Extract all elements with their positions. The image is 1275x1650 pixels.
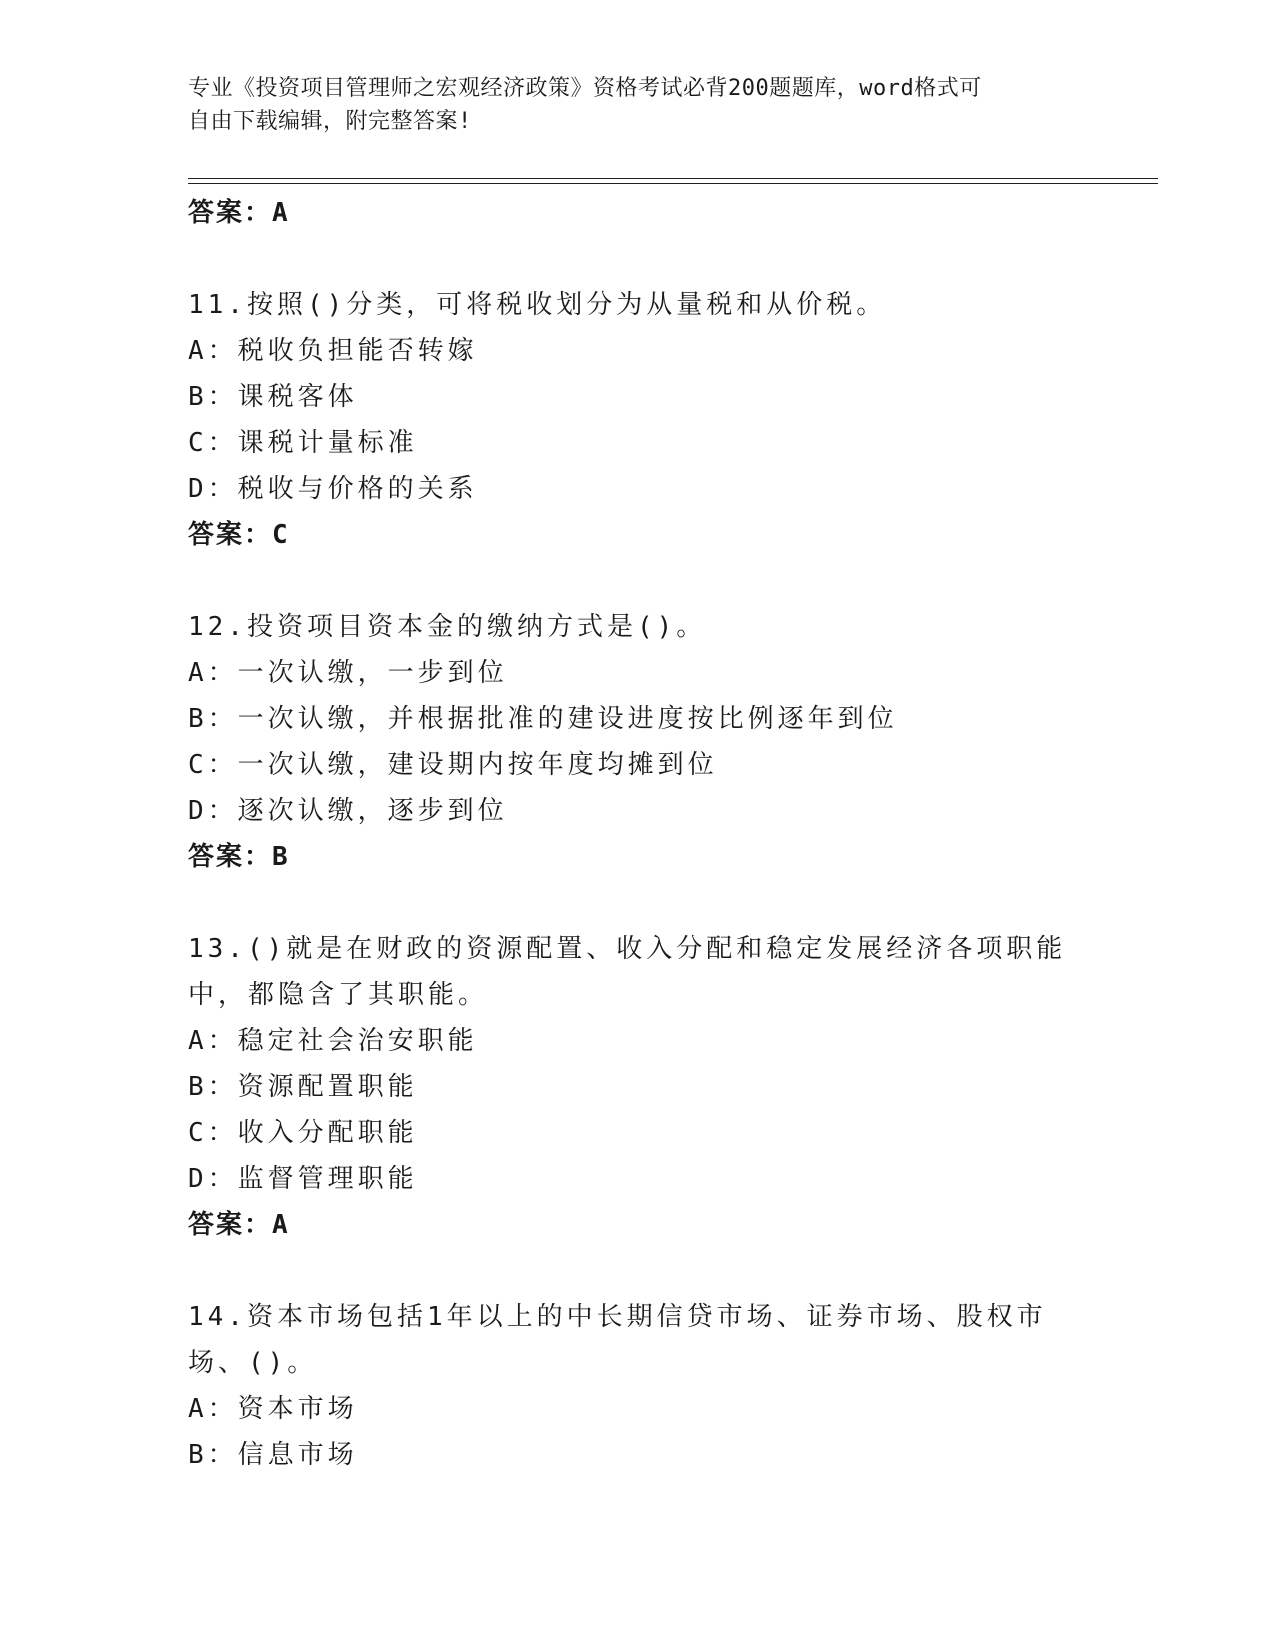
option-b: B：一次认缴，并根据批准的建设进度按比例逐年到位 xyxy=(188,704,898,734)
header-divider-bottom xyxy=(188,183,1158,184)
answer-line: 答案：B xyxy=(188,842,290,872)
option-d: D：逐次认缴，逐步到位 xyxy=(188,796,508,826)
option-a: A：税收负担能否转嫁 xyxy=(188,336,478,366)
option-c: C：课税计量标准 xyxy=(188,428,418,458)
option-a: A：资本市场 xyxy=(188,1394,358,1424)
option-b: B：信息市场 xyxy=(188,1440,358,1470)
document-header xyxy=(188,72,1068,138)
question-stem: 14.资本市场包括1年以上的中长期信贷市场、证券市场、股权市场、()。 xyxy=(188,1302,1047,1378)
question-stem: 13.()就是在财政的资源配置、收入分配和稳定发展经济各项职能中，都隐含了其职能。 xyxy=(188,934,1067,1010)
answer-line: 答案：A xyxy=(188,198,290,228)
question-list xyxy=(188,190,1088,1478)
option-b: B：资源配置职能 xyxy=(188,1072,418,1102)
question-12 xyxy=(188,604,1088,880)
header-divider-top xyxy=(188,178,1158,179)
option-d: D：监督管理职能 xyxy=(188,1164,418,1194)
question-11 xyxy=(188,282,1088,558)
option-a: A：一次认缴，一步到位 xyxy=(188,658,508,688)
header-line-2: 自由下载编辑，附完整答案! xyxy=(188,109,472,134)
option-b: B：课税客体 xyxy=(188,382,358,412)
question-13 xyxy=(188,926,1088,1248)
answer-line: 答案：A xyxy=(188,1210,290,1240)
option-a: A：稳定社会治安职能 xyxy=(188,1026,478,1056)
question-stem: 11.按照()分类，可将税收划分为从量税和从价税。 xyxy=(188,290,887,320)
question-stem: 12.投资项目资本金的缴纳方式是()。 xyxy=(188,612,707,642)
option-c: C：一次认缴，建设期内按年度均摊到位 xyxy=(188,750,718,780)
header-line-1: 专业《投资项目管理师之宏观经济政策》资格考试必背200题题库，word格式可 xyxy=(188,76,982,101)
option-c: C：收入分配职能 xyxy=(188,1118,418,1148)
option-d: D：税收与价格的关系 xyxy=(188,474,478,504)
question-14 xyxy=(188,1294,1088,1478)
answer-line: 答案：C xyxy=(188,520,290,550)
